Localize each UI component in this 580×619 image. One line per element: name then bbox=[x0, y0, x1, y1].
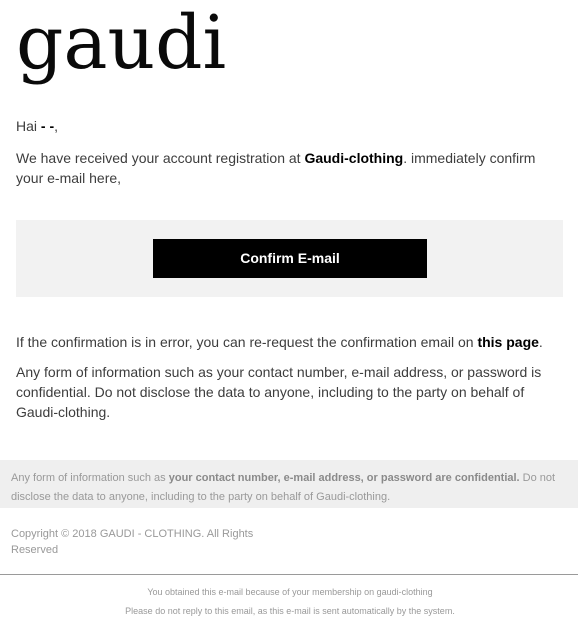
footer-confidential-notice bbox=[0, 460, 578, 508]
footer-notice-text-before: Any form of information such as bbox=[11, 472, 169, 484]
greeting-name: - - bbox=[40, 118, 55, 134]
registration-message bbox=[16, 148, 566, 188]
rerequest-message bbox=[16, 332, 566, 352]
greeting-suffix: , bbox=[54, 118, 59, 134]
rerequest-text-after: . bbox=[538, 334, 543, 350]
footer-divider bbox=[0, 574, 578, 575]
copyright-text: Copyright © 2018 GAUDI - CLOTHING. All Rights Reserved bbox=[11, 528, 254, 556]
confirm-email-button[interactable]: Confirm E-mail bbox=[153, 239, 427, 278]
gaudi-logo: gaudi bbox=[16, 0, 227, 86]
confidential-notice: Any form of information such as your contact number, e-mail address, or password is confidential. Do not disclose the data to anyone, including to the party on behalf of Gaudi-clothing. bbox=[16, 364, 542, 420]
rerequest-text-before: If the confirmation is in error, you can re-request the confirmation email on bbox=[16, 334, 478, 350]
footer-notice-text-after: Do not disclose the data to anyone, including to the party on behalf of Gaudi-clothing. bbox=[11, 472, 556, 503]
this-page-link[interactable]: this page bbox=[477, 334, 539, 350]
intro-text-before: We have received your account registration at bbox=[16, 150, 305, 166]
confirm-panel bbox=[16, 220, 563, 297]
no-reply-note: Please do not reply to this email, as this e-mail is sent automatically by the system. bbox=[125, 606, 455, 616]
greeting bbox=[16, 118, 58, 134]
intro-brand-name: Gaudi-clothing bbox=[304, 150, 404, 166]
greeting-prefix: Hai bbox=[16, 118, 41, 134]
footer-notice-bold: your contact number, e-mail address, or password are confidential. bbox=[168, 472, 520, 484]
intro-text-after: . immediately confirm your e-mail here, bbox=[16, 150, 536, 186]
membership-note: You obtained this e-mail because of your membership on gaudi-clothing bbox=[147, 587, 433, 597]
